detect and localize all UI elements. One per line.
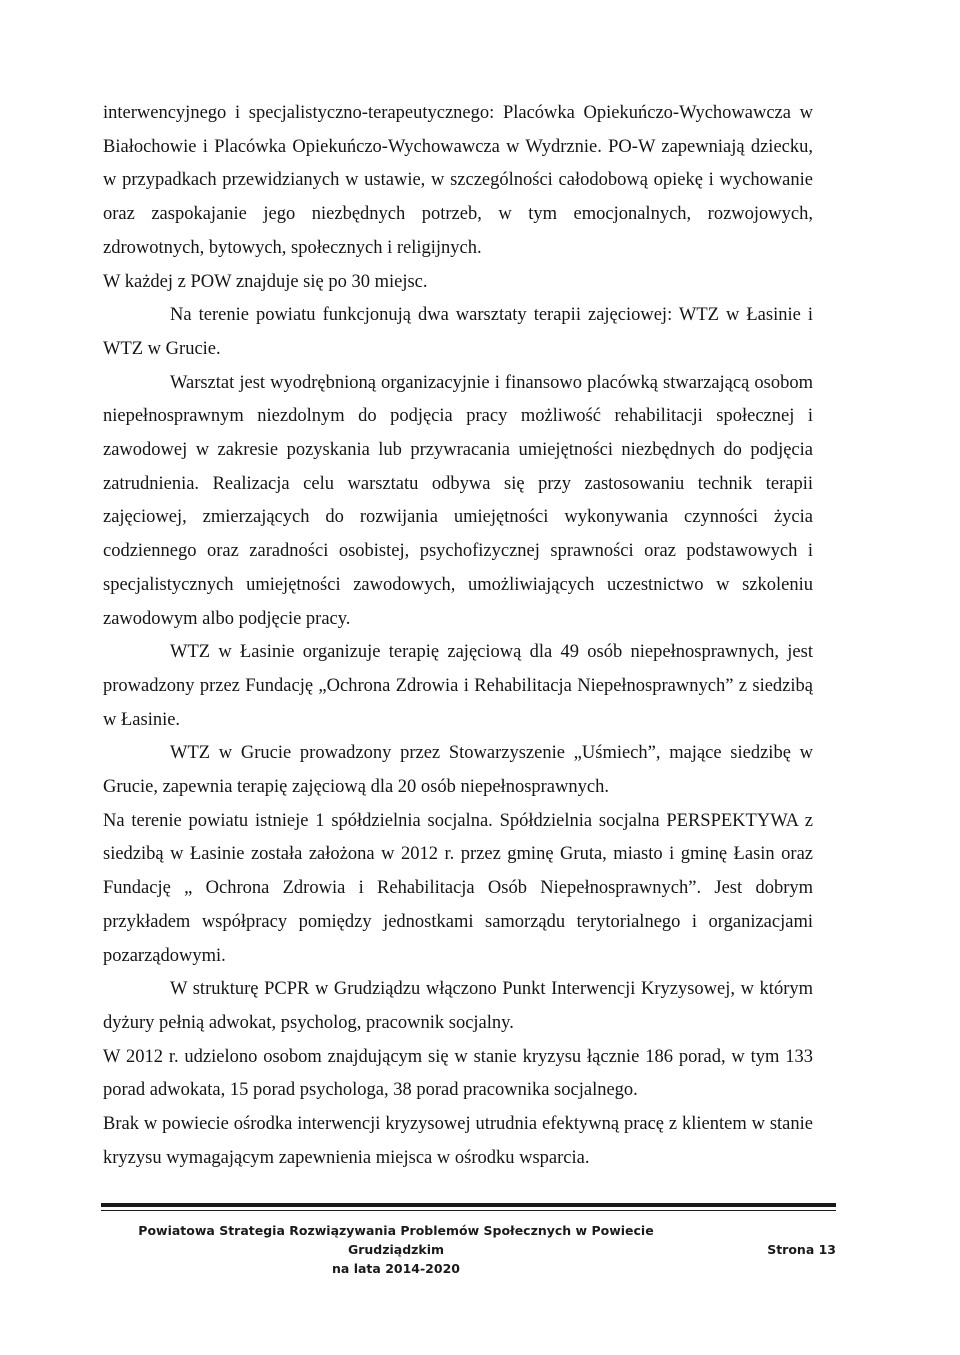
footer-rule-thin (101, 1210, 836, 1211)
footer-rule-thick (101, 1203, 836, 1207)
paragraph-pow-capacity: W każdej z POW znajduje się po 30 miejsc. (103, 271, 428, 292)
paragraph-spoldzielnia: Na terenie powiatu istnieje 1 spółdzielnia socjalna. Spółdzielnia socjalna PERSPEKTYWA z siedzibą w Łasinie została założona w 2012 r. przez gminę Gruta, miasto i gminę Łasin oraz Fundację „ Ochrona Zdrowia i Rehabilitacja Osób Niepełnosprawnych”. Jest dobrym przykładem współpracy pomiędzy jednostkami samorządu terytorialnego i organizacjami pozarządowymi. (103, 810, 813, 966)
page-footer (101, 1221, 836, 1278)
body-text (103, 97, 813, 1176)
paragraph-continuation: interwencyjnego i specjalistyczno-terapeutycznego: Placówka Opiekuńczo-Wychowawcza w Białochowie i Placówka Opiekuńczo-Wychowawcza w Wydrznie. PO-W zapewniają dziecku, w przypadkach przewidzianych w ustawie, w szczególności całodobową opiekę i wychowanie oraz zaspokajanie jego niezbędnych potrzeb, w tym emocjonalnych, rozwojowych, zdrowotnych, bytowych, społecznych i religijnych. (103, 103, 813, 258)
paragraph-wtz-gruta: WTZ w Grucie prowadzony przez Stowarzyszenie „Uśmiech”, mające siedzibę w Grucie, zapewnia terapię zajęciową dla 20 osób niepełnosprawnych. (103, 743, 813, 798)
paragraph-porady-2012: W 2012 r. udzielono osobom znajdującym się w stanie kryzysu łącznie 186 porad, w tym 133 porad adwokata, 15 porad psychologa, 38 porad pracownika socjalnego. (103, 1046, 813, 1101)
paragraph-wtz-lasin: WTZ w Łasinie organizuje terapię zajęciową dla 49 osób niepełnosprawnych, jest prowadzony przez Fundację „Ochrona Zdrowia i Rehabilitacja Niepełnosprawnych” z siedzibą w Łasinie. (103, 642, 813, 730)
paragraph-wtz-intro: Na terenie powiatu funkcjonują dwa warsztaty terapii zajęciowej: WTZ w Łasinie i WTZ w Grucie. (103, 305, 813, 359)
footer-title-line1: Powiatowa Strategia Rozwiązywania Problemów Społecznych w Powiecie Grudziądzkim (138, 1223, 654, 1257)
page-number: Strona 13 (767, 1242, 836, 1257)
paragraph-brak-osrodka: Brak w powiecie ośrodka interwencji kryzysowej utrudnia efektywną pracę z klientem w stanie kryzysu wymagającym zapewnienia miejsca w ośrodku wsparcia. (103, 1114, 813, 1168)
paragraph-pik: W strukturę PCPR w Grudziądzu włączono Punkt Interwencji Kryzysowej, w którym dyżury pełnią adwokat, psycholog, pracownik socjalny. (103, 979, 813, 1033)
footer-title-line2: na lata 2014-2020 (332, 1261, 460, 1276)
paragraph-warsztat-definition: Warsztat jest wyodrębnioną organizacyjnie i finansowo placówką stwarzającą osobom niepełnosprawnym niezdolnym do podjęcia pracy możliwość rehabilitacji społecznej i zawodowej w zakresie pozyskania lub przywracania umiejętności niezbędnych do podjęcia zatrudnienia. Realizacja celu warsztatu odbywa się przy zastosowaniu technik terapii zajęciowej, zmierzających do rozwijania umiejętności wykonywania czynności życia codziennego oraz zaradności osobistej, psychofizycznej sprawności oraz podstawowych i specjalistycznych umiejętności zawodowych, umożliwiających uczestnictwo w szkoleniu zawodowym albo podjęcie pracy. (103, 372, 813, 629)
